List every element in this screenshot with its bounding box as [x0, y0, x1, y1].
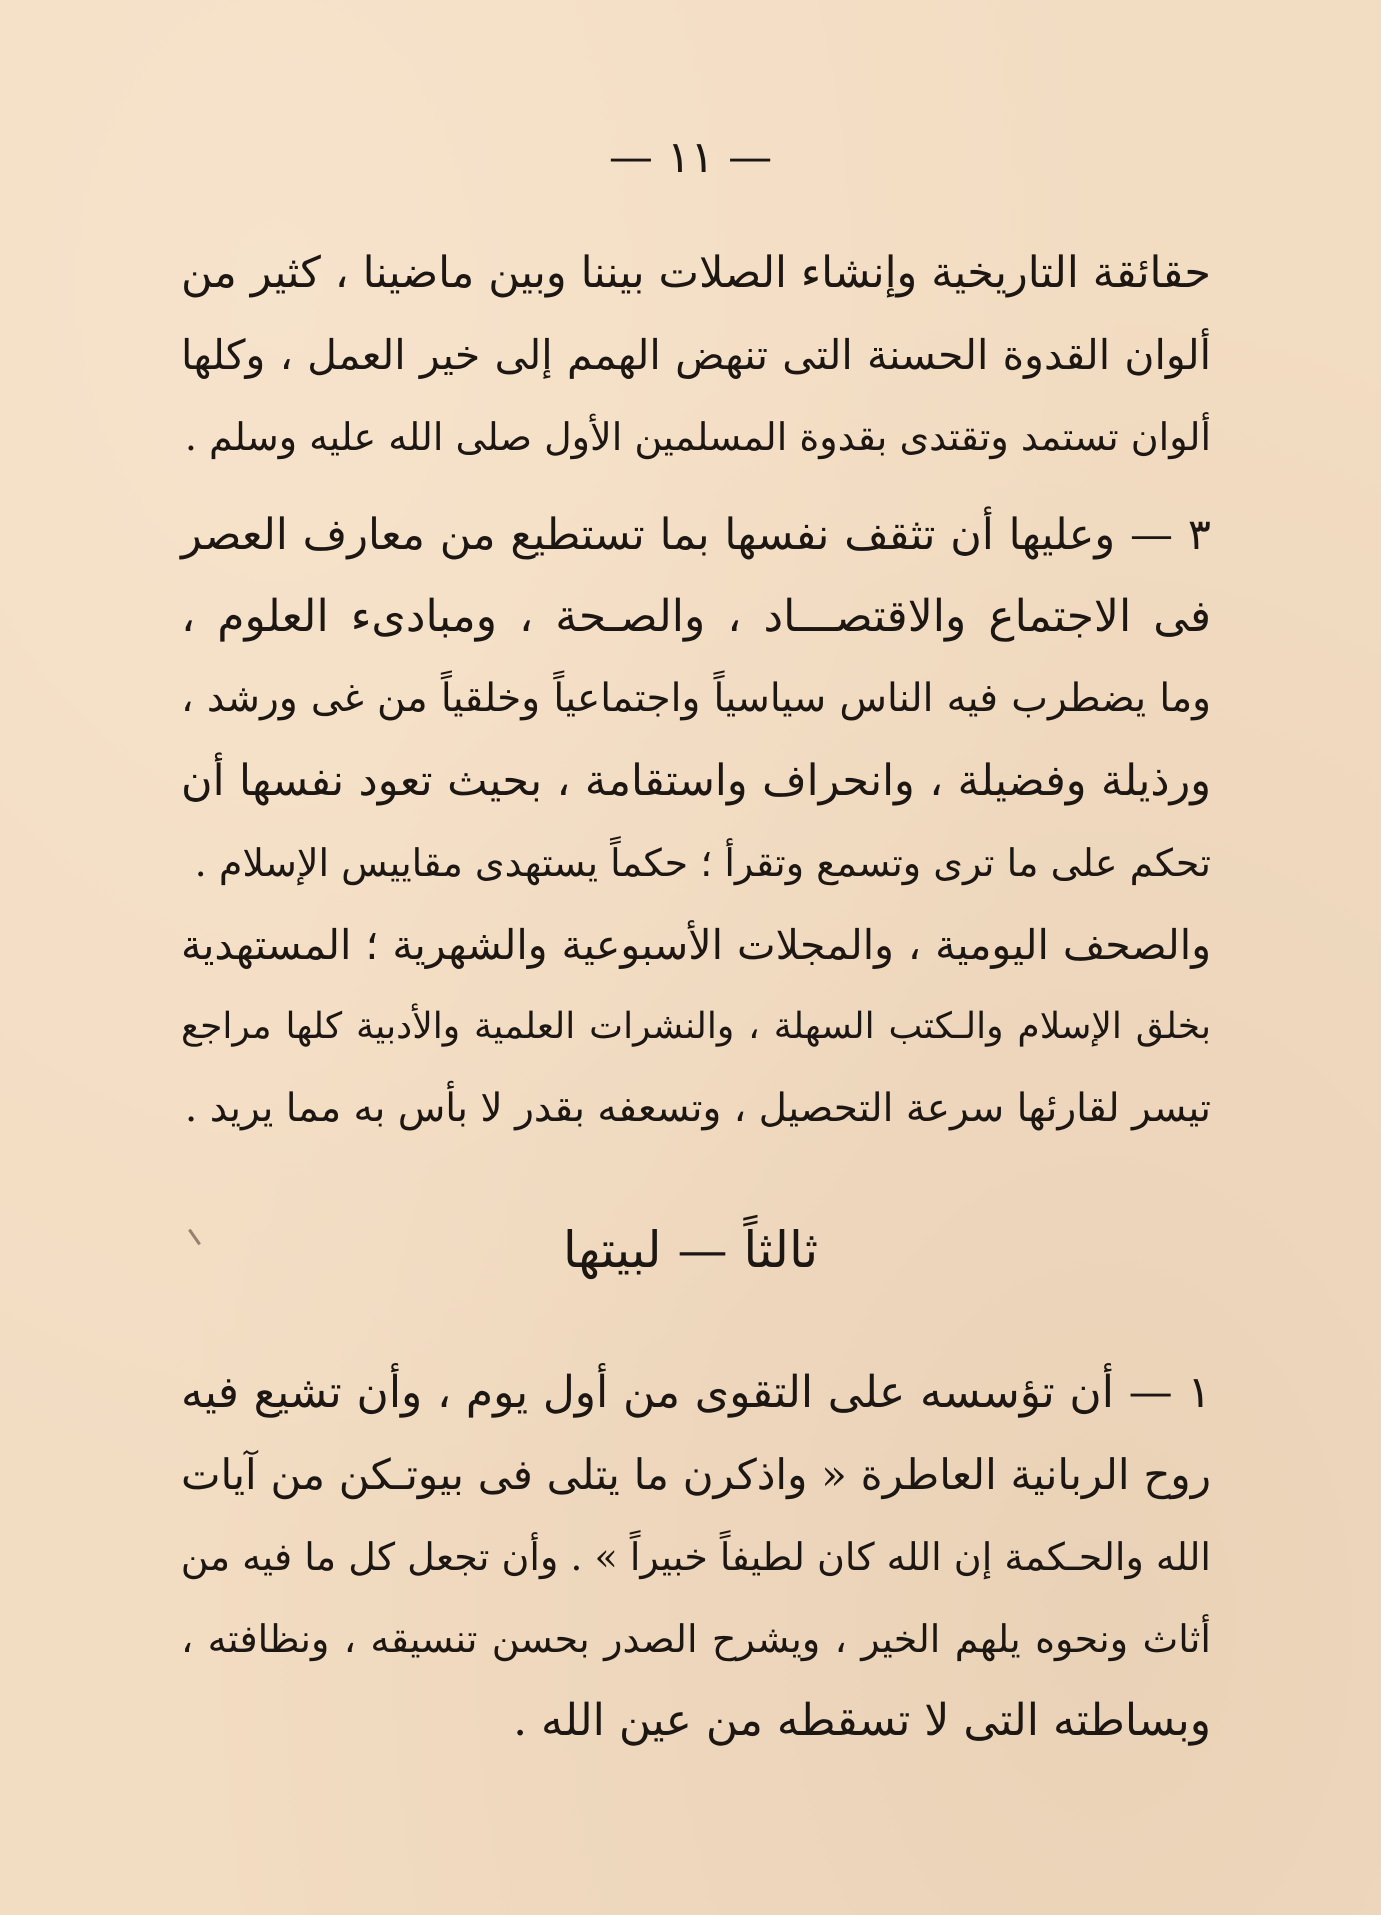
- text-line: الله والحـكمة إن الله كان لطيفاً خبيراً » . وأن تجعل كل ما فيه من: [180, 1535, 1211, 1579]
- text-line: ورذيلة وفضيلة ، وانحراف واستقامة ، بحيث تعود نفسها أن: [181, 756, 1211, 806]
- paragraph-item-1: [181, 1352, 1211, 1762]
- text-line: ٣ — وعليها أن تثقف نفسها بما تستطيع من معارف العصر: [181, 510, 1211, 560]
- text-line: بخلق الإسلام والـكتب السهلة ، والنشرات العلمية والأدبية كلها مراجع: [181, 1006, 1211, 1047]
- page-number: — ١١ —: [608, 132, 773, 183]
- paragraph-item-3: [181, 494, 1211, 904]
- text-line: ألوان تستمد وتقتدى بقدوة المسلمين الأول صلى الله عليه وسلم .: [184, 415, 1211, 459]
- text-line: فى الاجتماع والاقتصـــاد ، والصـحة ، ومبادىء العلوم ،: [181, 591, 1211, 642]
- text-line: ١ — أن تؤسسه على التقوى من أول يوم ، وأن تشيع فيه: [181, 1367, 1211, 1418]
- paragraph-continuation: [181, 232, 1211, 478]
- paragraph-press: [181, 904, 1211, 1150]
- text-line: والصحف اليومية ، والمجلات الأسبوعية والشهرية ؛ المستهدية: [181, 921, 1211, 969]
- text-line: وبساطته التى لا تسقطه من عين الله .: [513, 1695, 1211, 1746]
- text-line: تحكم على ما ترى وتسمع وتقرأ ؛ حكماً يستهدى مقاييس الإسلام .: [194, 841, 1211, 885]
- section-heading: ثالثاً — لبيتها: [562, 1221, 819, 1279]
- text-line: ألوان القدوة الحسنة التى تنهض الهمم إلى خير العمل ، وكلها: [181, 331, 1211, 379]
- text-line: روح الربانية العاطرة « واذكرن ما يتلى فى بيوتـكن من آيات: [181, 1450, 1211, 1499]
- text-line: حقائقة التاريخية وإنشاء الصلات بيننا وبين ماضينا ، كثير من: [181, 248, 1211, 298]
- text-line: تيسر لقارئها سرعة التحصيل ، وتسعفه بقدر لا بأس به مما يريد .: [184, 1086, 1211, 1131]
- text-line: وما يضطرب فيه الناس سياسياً واجتماعياً وخلقياً من غى ورشد ،: [181, 676, 1211, 721]
- text-line: أثاث ونحوه يلهم الخير ، ويشرح الصدر بحسن تنسيقه ، ونظافته ،: [181, 1617, 1211, 1661]
